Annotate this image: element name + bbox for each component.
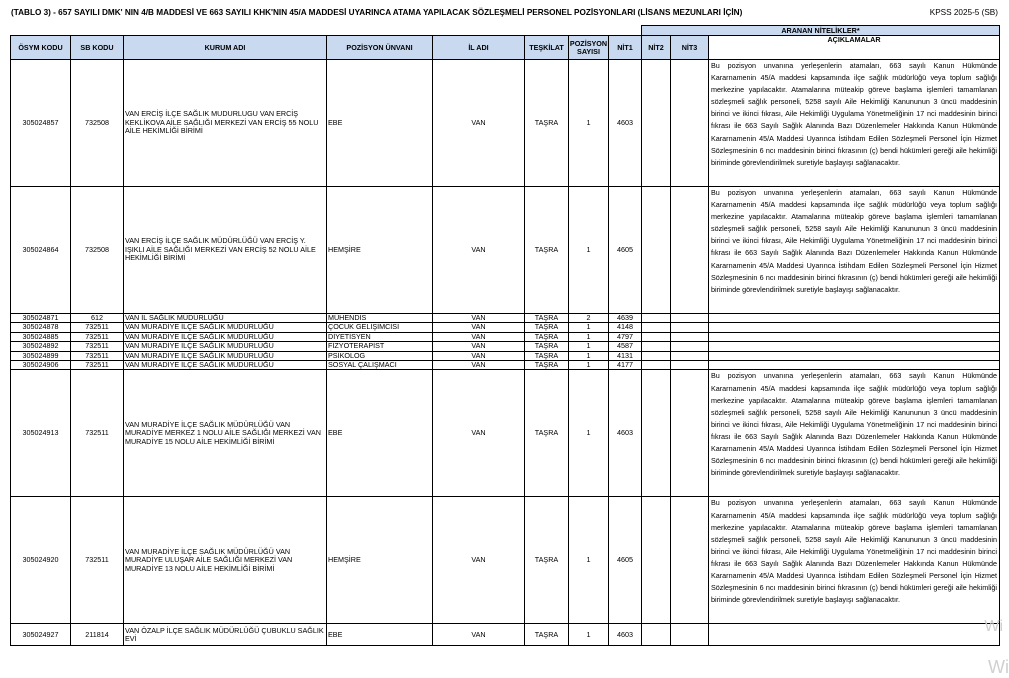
cell-sayi: 2 (569, 314, 609, 323)
cell-il: VAN (433, 60, 525, 187)
cell-nit3 (671, 332, 709, 341)
cell-nit2 (642, 624, 671, 646)
cell-sayi: 1 (569, 60, 609, 187)
cell-sayi: 1 (569, 351, 609, 360)
cell-nit2 (642, 342, 671, 351)
cell-sb: 732511 (71, 332, 124, 341)
cell-pozisyon: HEMŞİRE (327, 187, 433, 314)
watermark-text: Wi (984, 618, 1003, 635)
col-pozisyon: POZİSYON ÜNVANI (327, 36, 433, 60)
positions-table (10, 25, 1000, 646)
cell-pozisyon: ÇOCUK GELİŞİMCİSİ (327, 323, 433, 332)
cell-kurum: VAN ÖZALP İLÇE SAĞLIK MÜDÜRLÜĞÜ ÇUBUKLU SAĞLIK EVİ (124, 624, 327, 646)
cell-aciklama (709, 361, 1000, 370)
cell-teskilat: TAŞRA (525, 624, 569, 646)
table-row (11, 187, 1000, 314)
cell-osym: 305024864 (11, 187, 71, 314)
cell-nit1: 4148 (609, 323, 642, 332)
cell-aciklama (709, 332, 1000, 341)
table-row (11, 60, 1000, 187)
cell-il: VAN (433, 624, 525, 646)
cell-nit3 (671, 314, 709, 323)
cell-sayi: 1 (569, 370, 609, 497)
table-row (11, 342, 1000, 351)
cell-sb: 732511 (71, 370, 124, 497)
cell-aciklama (709, 314, 1000, 323)
col-il: İL ADI (433, 36, 525, 60)
cell-nit3 (671, 361, 709, 370)
cell-nit2 (642, 60, 671, 187)
cell-nit3 (671, 370, 709, 497)
cell-sb: 732508 (71, 60, 124, 187)
cell-kurum: VAN MURADİYE İLÇE SAĞLIK MÜDÜRLÜĞÜ VAN MURADİYE ULUŞAR AİLE SAĞLIĞI MERKEZİ VAN MURADİYE 13 NOLU AİLE HEKİMLİĞİ BİRİMİ (124, 497, 327, 624)
cell-sayi: 1 (569, 187, 609, 314)
cell-pozisyon: HEMŞİRE (327, 497, 433, 624)
cell-nit1: 4605 (609, 187, 642, 314)
cell-kurum: VAN MURADİYE İLÇE SAĞLIK MÜDÜRLÜĞÜ VAN MURADİYE MERKEZ 1 NOLU AİLE SAĞLIĞI MERKEZİ VAN MURADİYE 15 NOLU AİLE HEKİMLİĞİ BİRİMİ (124, 370, 327, 497)
cell-il: VAN (433, 314, 525, 323)
cell-sayi: 1 (569, 342, 609, 351)
cell-nit3 (671, 351, 709, 360)
cell-nit1: 4131 (609, 351, 642, 360)
cell-nit1: 4639 (609, 314, 642, 323)
cell-pozisyon: SOSYAL ÇALIŞMACI (327, 361, 433, 370)
cell-sb: 211814 (71, 624, 124, 646)
cell-teskilat: TAŞRA (525, 497, 569, 624)
cell-teskilat: TAŞRA (525, 351, 569, 360)
cell-pozisyon: MÜHENDİS (327, 314, 433, 323)
cell-nit3 (671, 187, 709, 314)
cell-nit1: 4587 (609, 342, 642, 351)
cell-kurum: VAN MURADİYE İLÇE SAĞLIK MÜDÜRLÜĞÜ (124, 323, 327, 332)
cell-pozisyon: EBE (327, 624, 433, 646)
cell-nit1: 4603 (609, 370, 642, 497)
cell-nit2 (642, 323, 671, 332)
cell-il: VAN (433, 332, 525, 341)
col-kurum: KURUM ADI (124, 36, 327, 60)
table-row (11, 370, 1000, 497)
cell-il: VAN (433, 497, 525, 624)
cell-osym: 305024885 (11, 332, 71, 341)
cell-pozisyon: DİYETİSYEN (327, 332, 433, 341)
cell-nit3 (671, 342, 709, 351)
cell-teskilat: TAŞRA (525, 323, 569, 332)
page-title: (TABLO 3) - 657 SAYILI DMK' NIN 4/B MADDESİ VE 663 SAYILI KHK'NIN 45/A MADDESİ UYARINCA ATAMA YAPILACAK SÖZLEŞMELİ PERSONEL POZİSYONLARI (LİSANS MEZUNLARI İÇİN) (11, 8, 743, 17)
cell-il: VAN (433, 361, 525, 370)
cell-nit3 (671, 497, 709, 624)
cell-sb: 732511 (71, 497, 124, 624)
cell-sb: 732511 (71, 351, 124, 360)
cell-teskilat: TAŞRA (525, 361, 569, 370)
cell-nit1: 4177 (609, 361, 642, 370)
col-teskilat: TEŞKİLAT (525, 36, 569, 60)
cell-pozisyon: EBE (327, 60, 433, 187)
cell-il: VAN (433, 187, 525, 314)
cell-kurum: VAN MURADİYE İLÇE SAĞLIK MÜDÜRLÜĞÜ (124, 361, 327, 370)
cell-nit1: 4605 (609, 497, 642, 624)
cell-osym: 305024892 (11, 342, 71, 351)
cell-teskilat: TAŞRA (525, 187, 569, 314)
table-row (11, 323, 1000, 332)
cell-il: VAN (433, 351, 525, 360)
cell-aciklama: Bu pozisyon unvanına yerleşenlerin atamaları, 663 sayılı Kanun Hükmünde Kararnamenin 45/A maddesi kapsamında ilçe sağlık müdürlüğü veya toplum sağlığı merkezine yapılacaktır. Atamalarına müteakip göreve başlama işlemleri tamamlanan sözleşmeli sağlık personeli, 5258 sayılı Aile Hekimliği Kanununun 3 üncü maddesinin birinci ve ikinci fıkrası, Aile Hekimliği Uygulama Yönetmeliğinin 17 nci maddesinin birinci fıkrası ile 663 Sayılı Sağlık Alanında Bazı Düzenlemeler Hakkında Kanun Hükmünde Kararnamenin 45/A Maddesi Uyarınca İstihdam Edilen Sözleşmeli Personel İçin Hizmet Sözleşmesinin 6 ncı maddesinin birinci fıkrasının (ç) bendi hükümleri gereği aile hekimliği biriminde görevlendirilmek suretiyle başlayışı sağlanacaktır. (709, 370, 1000, 497)
exam-code: KPSS 2025-5 (SB) (929, 8, 998, 17)
cell-nit1: 4797 (609, 332, 642, 341)
cell-kurum: VAN İL SAĞLIK MÜDÜRLÜĞÜ (124, 314, 327, 323)
cell-nit2 (642, 497, 671, 624)
cell-osym: 305024906 (11, 361, 71, 370)
col-nit1: NİT1 (609, 36, 642, 60)
cell-osym: 305024913 (11, 370, 71, 497)
cell-kurum: VAN MURADİYE İLÇE SAĞLIK MÜDÜRLÜĞÜ (124, 342, 327, 351)
cell-osym: 305024927 (11, 624, 71, 646)
cell-sb: 732508 (71, 187, 124, 314)
cell-nit3 (671, 624, 709, 646)
cell-teskilat: TAŞRA (525, 370, 569, 497)
cell-sb: 612 (71, 314, 124, 323)
cell-nit1: 4603 (609, 60, 642, 187)
cell-teskilat: TAŞRA (525, 60, 569, 187)
cell-pozisyon: FİZYOTERAPİST (327, 342, 433, 351)
col-sb: SB KODU (71, 36, 124, 60)
table-row (11, 497, 1000, 624)
cell-kurum: VAN ERCİŞ İLÇE SAĞLIK MUDURLUGU VAN ERCİŞ KEKLİKOVA AİLE SAĞLIĞI MERKEZİ VAN ERCİŞ 55 NOLU AİLE HEKİMLİĞİ BİRİMİ (124, 60, 327, 187)
cell-pozisyon: EBE (327, 370, 433, 497)
cell-nit3 (671, 60, 709, 187)
col-sayi: POZİSYON SAYISI (569, 36, 609, 60)
cell-aciklama (709, 342, 1000, 351)
cell-osym: 305024871 (11, 314, 71, 323)
col-nit3: NİT3 (671, 36, 709, 60)
cell-il: VAN (433, 323, 525, 332)
col-nit2: NİT2 (642, 36, 671, 60)
cell-nit1: 4603 (609, 624, 642, 646)
cell-nit3 (671, 323, 709, 332)
cell-nit2 (642, 370, 671, 497)
cell-il: VAN (433, 370, 525, 497)
cell-aciklama: Bu pozisyon unvanına yerleşenlerin atamaları, 663 sayılı Kanun Hükmünde Kararnamenin 45/A maddesi kapsamında ilçe sağlık müdürlüğü veya toplum sağlığı merkezine yapılacaktır. Atamalarına müteakip göreve başlama işlemleri tamamlanan sözleşmeli sağlık personeli, 5258 sayılı Aile Hekimliği Kanununun 3 üncü maddesinin birinci ve ikinci fıkrası, Aile Hekimliği Uygulama Yönetmeliğinin 17 nci maddesinin birinci fıkrası ile 663 Sayılı Sağlık Alanında Bazı Düzenlemeler Hakkında Kanun Hükmünde Kararnamenin 45/A Maddesi Uyarınca İstihdam Edilen Sözleşmeli Personel İçin Hizmet Sözleşmesinin 6 ncı maddesinin birinci fıkrasının (ç) bendi hükümleri gereği aile hekimliği biriminde görevlendirilmek suretiyle başlayışı sağlanacaktır. (709, 60, 1000, 187)
cell-teskilat: TAŞRA (525, 314, 569, 323)
col-aciklama: AÇIKLAMALAR (709, 36, 1000, 60)
cell-sayi: 1 (569, 332, 609, 341)
aranan-header: ARANAN NİTELİKLER* (642, 26, 1000, 36)
cell-nit2 (642, 187, 671, 314)
table-row (11, 361, 1000, 370)
cell-kurum: VAN MURADİYE İLÇE SAĞLIK MÜDÜRLÜĞÜ (124, 332, 327, 341)
cell-aciklama (709, 624, 1000, 646)
cell-il: VAN (433, 342, 525, 351)
col-osym: ÖSYM KODU (11, 36, 71, 60)
cell-aciklama: Bu pozisyon unvanına yerleşenlerin atamaları, 663 sayılı Kanun Hükmünde Kararnamenin 45/A maddesi kapsamında ilçe sağlık müdürlüğü veya toplum sağlığı merkezine yapılacaktır. Atamalarına müteakip göreve başlama işlemleri tamamlanan sözleşmeli sağlık personeli, 5258 sayılı Aile Hekimliği Kanununun 3 üncü maddesinin birinci ve ikinci fıkrası, Aile Hekimliği Uygulama Yönetmeliğinin 17 nci maddesinin birinci fıkrası ile 663 Sayılı Sağlık Alanında Bazı Düzenlemeler Hakkında Kanun Hükmünde Kararnamenin 45/A Maddesi Uyarınca İstihdam Edilen Sözleşmeli Personel İçin Hizmet Sözleşmesinin 6 ncı maddesinin birinci fıkrasının (ç) bendi hükümleri gereği aile hekimliği biriminde görevlendirilmek suretiyle başlayışı sağlanacaktır. (709, 187, 1000, 314)
cell-aciklama (709, 323, 1000, 332)
cell-kurum: VAN ERCİŞ İLÇE SAĞLIK MÜDÜRLÜĞÜ VAN ERCİŞ Y. IŞIKLI AİLE SAĞLIĞI MERKEZİ VAN ERCİŞ 52 NOLU AİLE HEKİMLİĞİ BİRİMİ (124, 187, 327, 314)
cell-osym: 305024857 (11, 60, 71, 187)
table-row (11, 624, 1000, 646)
cell-sb: 732511 (71, 361, 124, 370)
cell-osym: 305024899 (11, 351, 71, 360)
cell-aciklama: Bu pozisyon unvanına yerleşenlerin atamaları, 663 sayılı Kanun Hükmünde Kararnamenin 45/A maddesi kapsamında ilçe sağlık müdürlüğü veya toplum sağlığı merkezine yapılacaktır. Atamalarına müteakip göreve başlama işlemleri tamamlanan sözleşmeli sağlık personeli, 5258 sayılı Aile Hekimliği Kanununun 3 üncü maddesinin birinci ve ikinci fıkrası, Aile Hekimliği Uygulama Yönetmeliğinin 17 nci maddesinin birinci fıkrası ile 663 Sayılı Sağlık Alanında Bazı Düzenlemeler Hakkında Kanun Hükmünde Kararnamenin 45/A Maddesi Uyarınca İstihdam Edilen Sözleşmeli Personel İçin Hizmet Sözleşmesinin 6 ncı maddesinin birinci fıkrasının (ç) bendi hükümleri gereği aile hekimliği biriminde görevlendirilmek suretiyle başlayışı sağlanacaktır. (709, 497, 1000, 624)
cell-nit2 (642, 351, 671, 360)
cell-osym: 305024878 (11, 323, 71, 332)
cell-kurum: VAN MURADİYE İLÇE SAĞLIK MÜDÜRLÜĞÜ (124, 351, 327, 360)
cell-sayi: 1 (569, 497, 609, 624)
cell-nit2 (642, 332, 671, 341)
cell-sayi: 1 (569, 323, 609, 332)
cell-nit2 (642, 314, 671, 323)
cell-pozisyon: PSİKOLOG (327, 351, 433, 360)
cell-sb: 732511 (71, 342, 124, 351)
cell-sb: 732511 (71, 323, 124, 332)
cell-osym: 305024920 (11, 497, 71, 624)
cell-nit2 (642, 361, 671, 370)
watermark-text-2: Wi (988, 657, 1009, 677)
cell-teskilat: TAŞRA (525, 342, 569, 351)
cell-aciklama (709, 351, 1000, 360)
cell-teskilat: TAŞRA (525, 332, 569, 341)
cell-sayi: 1 (569, 624, 609, 646)
cell-sayi: 1 (569, 361, 609, 370)
